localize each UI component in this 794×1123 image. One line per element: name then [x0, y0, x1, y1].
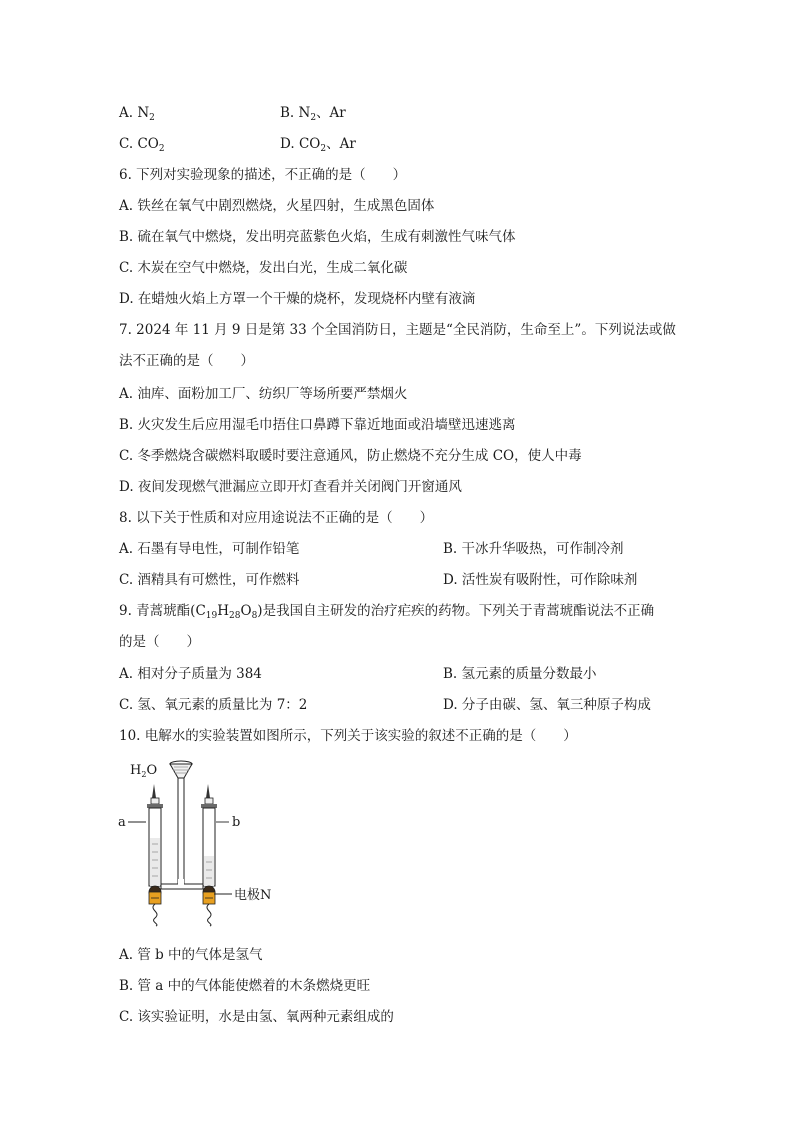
label-b: b [232, 815, 241, 830]
q7-option-b: B. 火灾发生后应用湿毛巾捂住口鼻蹲下靠近地面或沿墙壁迅速逃离 [119, 417, 516, 433]
label-h2o: $H_2O$ [130, 763, 158, 779]
q8-option-c: C. 酒精具有可燃性，可作燃料 [119, 572, 300, 588]
q9-stem-line1: 9. 青蒿琥酯$(C_{19}H_{28}O_8)$是我国自主研发的治疗疟疾的药物。下列关于青蒿琥酯说法不正确 [119, 603, 655, 621]
q6-option-d: D. 在蜡烛火焰上方罩一个干燥的烧杯，发现烧杯内壁有液滴 [119, 291, 476, 307]
q6-option-b: B. 硫在氧气中燃烧，发出明亮蓝紫色火焰，生成有刺激性气味气体 [119, 229, 516, 245]
q9-option-d: D. 分子由碳、氢、氧三种原子构成 [443, 697, 651, 713]
q5-option-b: B. $N_2$、Ar [280, 105, 346, 123]
tube-a [147, 784, 163, 926]
q5-option-c: C. $CO_2$ [119, 136, 165, 154]
q8-stem: 8. 以下关于性质和对应用途说法不正确的是（ ） [119, 510, 434, 526]
q9-stem-line2: 的是（ ） [119, 634, 200, 650]
q9-option-b: B. 氢元素的质量分数最小 [443, 666, 597, 682]
q7-option-c: C. 冬季燃烧含碳燃料取暖时要注意通风，防止燃烧不充分生成 CO，使人中毒 [119, 448, 582, 464]
q7-option-d: D. 夜间发现燃气泄漏应立即开灯查看并关闭阀门开窗通风 [119, 479, 462, 495]
q5-option-a: A. $N_2$ [119, 105, 155, 123]
q10-stem: 10. 电解水的实验装置如图所示，下列关于该实验的叙述不正确的是（ ） [119, 728, 577, 744]
q8-option-a: A. 石墨有导电性，可制作铅笔 [119, 541, 300, 557]
tube-b [201, 784, 217, 926]
q8-option-d: D. 活性炭有吸附性，可作除味剂 [443, 572, 638, 588]
q6-option-a: A. 铁丝在氧气中剧烈燃烧，火星四射，生成黑色固体 [119, 198, 435, 214]
q10-option-c: C. 该实验证明，水是由氢、氧两种元素组成的 [119, 1009, 394, 1025]
q7-stem-line2: 法不正确的是（ ） [119, 353, 254, 369]
q5-option-d: D. $CO_2$、Ar [280, 136, 356, 154]
q6-option-c: C. 木炭在空气中燃烧，发出白光，生成二氧化碳 [119, 260, 408, 276]
q7-option-a: A. 油库、面粉加工厂、纺织厂等场所要严禁烟火 [119, 386, 408, 402]
q7-stem-line1: 7. 2024 年 11 月 9 日是第 33 个全国消防日，主题是“全民消防，生命至上”。下列说法或做 [119, 322, 676, 338]
q10-option-a: A. 管 b 中的气体是氢气 [119, 947, 263, 963]
q8-option-b: B. 干冰升华吸热，可作制冷剂 [443, 541, 624, 557]
label-a: a [118, 815, 126, 830]
q9-option-c: C. 氢、氧元素的质量比为 7：2 [119, 697, 308, 713]
q9-option-a: A. 相对分子质量为 384 [119, 666, 262, 682]
connecting-tube [161, 879, 203, 889]
funnel [170, 761, 192, 884]
electrolysis-apparatus-figure [114, 756, 294, 936]
label-electrode-n: 电极N [234, 888, 272, 903]
q6-stem: 6. 下列对实验现象的描述，不正确的是（ ） [119, 167, 407, 183]
q10-option-b: B. 管 a 中的气体能使燃着的木条燃烧更旺 [119, 978, 371, 994]
